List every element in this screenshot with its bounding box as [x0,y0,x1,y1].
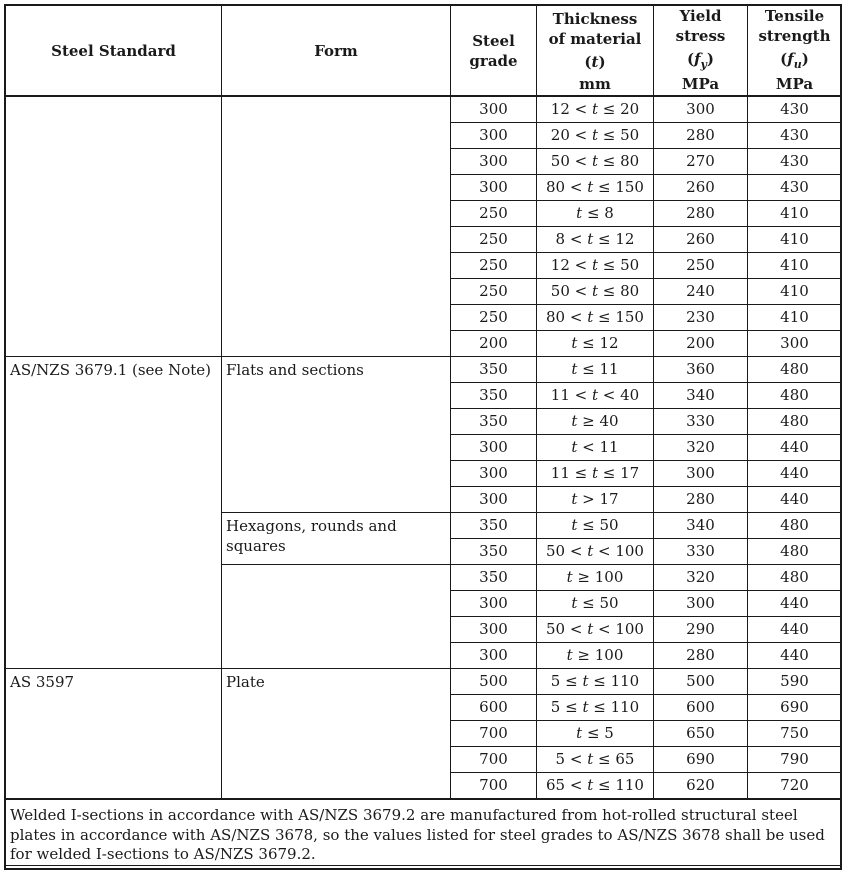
col-header-steel-grade: Steel grade [451,6,537,97]
thickness-cell: t ≤ 50 [537,591,654,617]
thickness-cell: 5 ≤ t ≤ 110 [537,695,654,721]
thickness-cell: 5 < t ≤ 65 [537,747,654,773]
yield-cell: 280 [654,201,748,227]
yield-cell: 240 [654,279,748,305]
table-note: Welded I-sections in accordance with AS/NZS 3679.2 are manufactured from hot-rolled structural steel plates in accordance with AS/NZS 3678, so the values listed for steel grades to AS/NZS 3678 shall be used for welded I-sections to AS/NZS 3679.2. [6,799,842,865]
yield-symbol: $(f_y)$ [686,50,715,71]
thickness-cell: 8 < t ≤ 12 [537,227,654,253]
thickness-cell: t ≤ 50 [537,513,654,539]
tensile-cell: 720 [748,773,842,800]
grade-cell: 250 [451,201,537,227]
thickness-cell: t ≤ 11 [537,357,654,383]
standard-cell: AS 3597 [6,669,222,800]
col-header-tensile [748,6,842,76]
grade-cell: 250 [451,253,537,279]
thickness-cell: 80 < t ≤ 150 [537,175,654,201]
thickness-cell: 50 < t < 100 [537,539,654,565]
yield-cell: 320 [654,565,748,591]
yield-cell: 300 [654,461,748,487]
thickness-cell: 20 < t ≤ 50 [537,123,654,149]
grade-cell: 250 [451,305,537,331]
yield-cell: 260 [654,175,748,201]
grade-cell: 300 [451,149,537,175]
thickness-cell: t ≤ 8 [537,201,654,227]
thickness-cell: 80 < t ≤ 150 [537,305,654,331]
grade-cell: 300 [451,487,537,513]
grade-cell: 350 [451,357,537,383]
tensile-cell: 300 [748,331,842,357]
grade-cell: 300 [451,123,537,149]
thickness-cell: 50 < t ≤ 80 [537,279,654,305]
grade-cell: 300 [451,591,537,617]
tensile-cell: 430 [748,123,842,149]
tensile-cell: 690 [748,695,842,721]
tensile-symbol: $(f_u)$ [780,50,809,71]
thickness-cell: 50 < t < 100 [537,617,654,643]
tensile-cell: 440 [748,435,842,461]
tensile-cell: 480 [748,409,842,435]
tensile-cell: 430 [748,149,842,175]
tensile-cell: 440 [748,461,842,487]
grade-cell: 300 [451,175,537,201]
yield-cell: 290 [654,617,748,643]
yield-cell: 330 [654,539,748,565]
yield-cell: 250 [654,253,748,279]
tensile-cell: 430 [748,175,842,201]
standard-cell [6,96,222,357]
table-row [6,96,842,123]
tensile-cell: 790 [748,747,842,773]
grade-cell: 700 [451,773,537,800]
thickness-symbol: (t) [584,53,606,71]
thickness-cell: t ≤ 5 [537,721,654,747]
grade-cell: 300 [451,461,537,487]
yield-cell: 690 [654,747,748,773]
form-cell [222,96,451,357]
thickness-cell: t ≥ 100 [537,565,654,591]
col-header-steel-standard: Steel Standard [6,6,222,97]
thickness-cell: 11 < t < 40 [537,383,654,409]
yield-unit: MPa [654,75,748,96]
tensile-cell: 480 [748,565,842,591]
yield-cell: 650 [654,721,748,747]
grade-cell: 200 [451,331,537,357]
tensile-cell: 430 [748,96,842,123]
tensile-cell: 480 [748,513,842,539]
tensile-cell: 410 [748,305,842,331]
form-cell [222,565,451,669]
thickness-cell: 12 < t ≤ 50 [537,253,654,279]
table-row [6,669,842,695]
thickness-cell: t ≤ 12 [537,331,654,357]
tensile-cell: 750 [748,721,842,747]
yield-cell: 320 [654,435,748,461]
yield-cell: 500 [654,669,748,695]
grade-cell: 700 [451,721,537,747]
tensile-cell: 440 [748,487,842,513]
grade-cell: 350 [451,409,537,435]
grade-cell: 300 [451,435,537,461]
tensile-cell: 480 [748,383,842,409]
grade-cell: 250 [451,227,537,253]
thickness-cell: 5 ≤ t ≤ 110 [537,669,654,695]
grade-cell: 500 [451,669,537,695]
grade-cell: 300 [451,96,537,123]
yield-cell: 280 [654,123,748,149]
thickness-cell: t < 11 [537,435,654,461]
yield-cell: 620 [654,773,748,800]
grade-cell: 700 [451,747,537,773]
yield-cell: 270 [654,149,748,175]
thickness-cell: 65 < t ≤ 110 [537,773,654,800]
col-header-thickness [537,6,654,76]
form-cell: Flats and sections [222,357,451,513]
thickness-cell: t > 17 [537,487,654,513]
thickness-cell: t ≥ 100 [537,643,654,669]
yield-cell: 340 [654,513,748,539]
grade-cell: 600 [451,695,537,721]
tensile-cell: 410 [748,227,842,253]
grade-cell: 300 [451,617,537,643]
yield-cell: 300 [654,96,748,123]
tensile-cell: 410 [748,279,842,305]
grade-cell: 350 [451,539,537,565]
tensile-cell: 410 [748,253,842,279]
grade-cell: 350 [451,565,537,591]
yield-cell: 280 [654,487,748,513]
form-cell: Hexagons, rounds and squares [222,513,451,565]
table-row [6,357,842,383]
thickness-label: Thickness of material [548,10,642,48]
yield-cell: 330 [654,409,748,435]
tensile-cell: 480 [748,357,842,383]
yield-cell: 300 [654,591,748,617]
thickness-unit: mm [537,75,654,96]
col-header-form: Form [222,6,451,97]
col-header-yield [654,6,748,76]
grade-cell: 350 [451,383,537,409]
thickness-cell: 50 < t ≤ 80 [537,149,654,175]
tensile-cell: 410 [748,201,842,227]
steel-properties-table [5,5,842,866]
grade-cell: 250 [451,279,537,305]
yield-cell: 200 [654,331,748,357]
yield-cell: 280 [654,643,748,669]
form-cell: Plate [222,669,451,800]
yield-label: Yield stress [675,7,726,45]
tensile-cell: 440 [748,617,842,643]
tensile-cell: 480 [748,539,842,565]
thickness-cell: t ≥ 40 [537,409,654,435]
standard-cell: AS/NZS 3679.1 (see Note) [6,357,222,669]
thickness-cell: 11 ≤ t ≤ 17 [537,461,654,487]
yield-cell: 230 [654,305,748,331]
yield-cell: 260 [654,227,748,253]
yield-cell: 340 [654,383,748,409]
tensile-cell: 440 [748,591,842,617]
tensile-cell: 590 [748,669,842,695]
grade-cell: 300 [451,643,537,669]
yield-cell: 360 [654,357,748,383]
tensile-label: Tensile strength [758,7,831,45]
grade-cell: 350 [451,513,537,539]
thickness-cell: 12 < t ≤ 20 [537,96,654,123]
tensile-unit: MPa [748,75,842,96]
tensile-cell: 440 [748,643,842,669]
yield-cell: 600 [654,695,748,721]
